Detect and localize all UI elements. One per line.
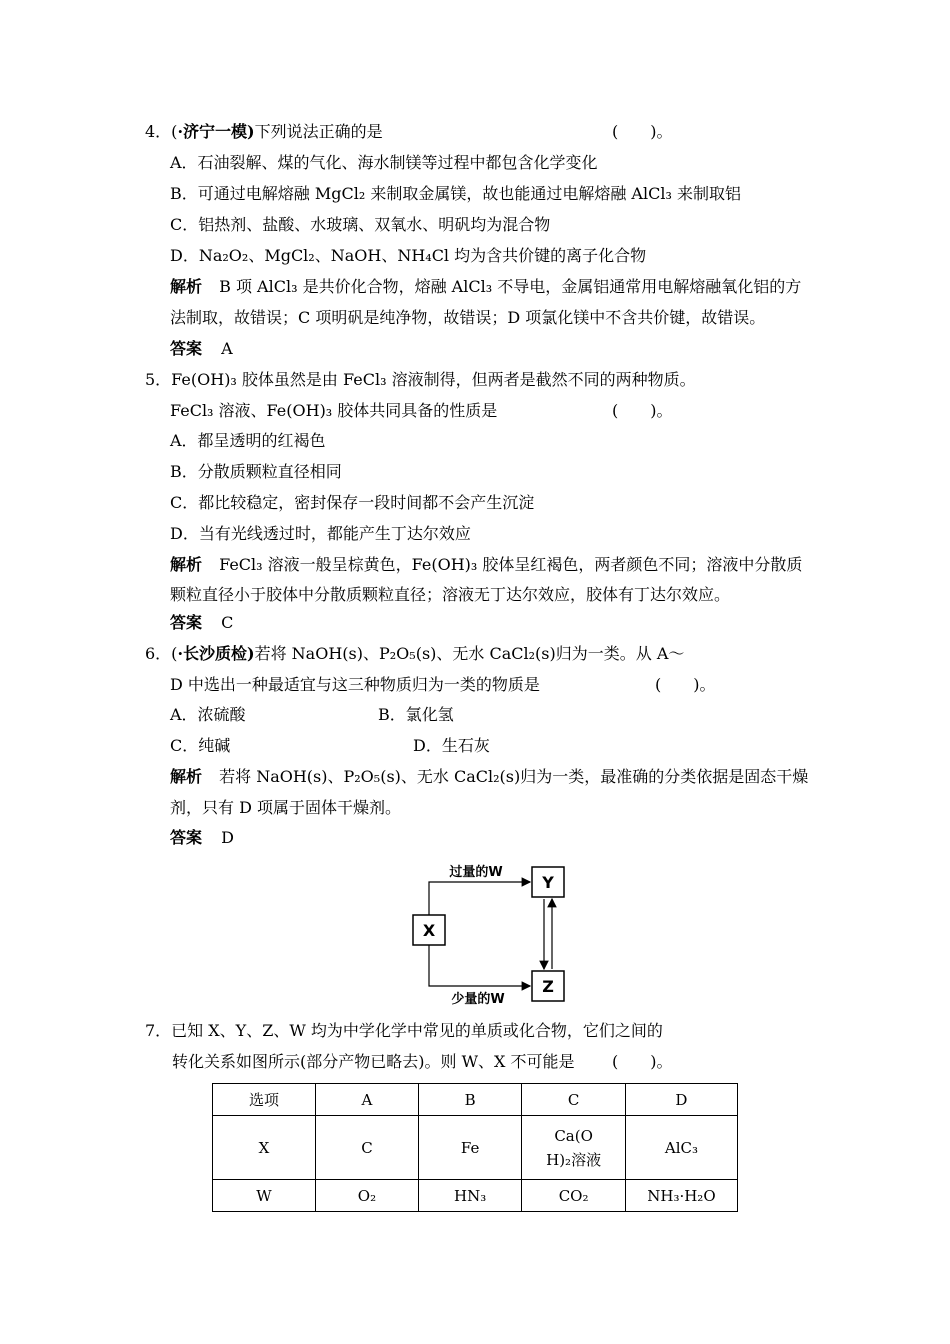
table-cell: CO₂ bbox=[522, 1180, 626, 1212]
q6-option-a: A．浓硫酸 bbox=[170, 705, 246, 724]
q6-analysis-line1: 解析 若将 NaOH(s)、P₂O₅(s)、无水 CaCl₂(s)归为一类，最准确的分类依据是固态干燥 bbox=[170, 767, 809, 786]
q5-stem-line2: FeCl₃ 溶液、Fe(OH)₃ 胶体共同具备的性质是 bbox=[170, 401, 498, 420]
q4-option-b: B．可通过电解熔融 MgCl₂ 来制取金属镁，故也能通过电解熔融 AlCl₃ 来制取铝 bbox=[170, 184, 741, 203]
q6-answer-label: 答案 bbox=[170, 828, 203, 847]
q6-answer: 答案 D bbox=[170, 828, 234, 847]
table-header-cell: D bbox=[625, 1084, 737, 1116]
q5-option-b: B．分散质颗粒直径相同 bbox=[170, 462, 342, 481]
table-cell: C bbox=[315, 1116, 418, 1180]
q4-answer: 答案 A bbox=[170, 339, 233, 358]
q5-option-a: A．都呈透明的红褐色 bbox=[170, 431, 326, 450]
q4-answer-label: 答案 bbox=[170, 339, 203, 358]
label-excess-w: 过量的W bbox=[449, 865, 503, 880]
q4-option-c: C．铝热剂、盐酸、水玻璃、双氧水、明矾均为混合物 bbox=[170, 215, 551, 234]
q7-answer-paren: ( )。 bbox=[612, 1052, 673, 1071]
q6-analysis-label: 解析 bbox=[170, 767, 203, 786]
table-cell: HN₃ bbox=[418, 1180, 521, 1212]
q4-analysis-label: 解析 bbox=[170, 277, 203, 296]
q5-stem-line1: 5．Fe(OH)₃ 胶体虽然是由 FeCl₃ 溶液制得，但两者是截然不同的两种物质。 bbox=[145, 370, 696, 389]
q7-options-table bbox=[212, 1083, 738, 1212]
table-row-w bbox=[213, 1180, 738, 1212]
q5-answer: 答案 C bbox=[170, 613, 234, 632]
table-cell: NH₃·H₂O bbox=[625, 1180, 737, 1212]
table-header-cell: B bbox=[418, 1084, 521, 1116]
q5-analysis-label: 解析 bbox=[170, 555, 203, 574]
q4-analysis-line1: 解析 B 项 AlCl₃ 是共价化合物，熔融 AlCl₃ 不导电，金属铝通常用电解熔融氧化铝的方 bbox=[170, 277, 802, 296]
table-header-cell: A bbox=[315, 1084, 418, 1116]
arrow-x-to-y bbox=[429, 882, 530, 915]
q7-stem-line1: 7．已知 X、Y、Z、W 均为中学化学中常见的单质或化合物，它们之间的 bbox=[145, 1021, 663, 1040]
q6-option-b: B．氯化氢 bbox=[378, 705, 454, 724]
table-cell-line: H)₂溶液 bbox=[546, 1150, 602, 1169]
label-little-w: 少量的W bbox=[451, 992, 505, 1007]
q5-option-d: D．当有光线透过时，都能产生丁达尔效应 bbox=[170, 524, 471, 543]
table-cell: Fe bbox=[418, 1116, 521, 1180]
q5-analysis-line2: 颗粒直径小于胶体中分散质颗粒直径；溶液无丁达尔效应，胶体有丁达尔效应。 bbox=[170, 585, 731, 604]
table-cell bbox=[522, 1116, 626, 1180]
q5-answer-paren: ( )。 bbox=[612, 401, 673, 420]
table-header-row bbox=[213, 1084, 738, 1116]
table-cell: O₂ bbox=[315, 1180, 418, 1212]
q5-option-c: C．都比较稳定，密封保存一段时间都不会产生沉淀 bbox=[170, 493, 535, 512]
q4-analysis-line2: 法制取，故错误；C 项明矾是纯净物，故错误；D 项氯化镁中不含共价键，故错误。 bbox=[170, 308, 766, 327]
table-cell: W bbox=[213, 1180, 316, 1212]
q4-source: ·济宁一模) bbox=[177, 122, 255, 141]
q6-stem-line2: D 中选出一种最适宜与这三种物质归为一类的物质是 bbox=[170, 675, 540, 694]
q5-answer-label: 答案 bbox=[170, 613, 203, 632]
conversion-diagram bbox=[408, 858, 578, 1008]
table-row-x bbox=[213, 1116, 738, 1180]
table-cell-line: Ca(O bbox=[554, 1126, 593, 1145]
table-header-cell: 选项 bbox=[213, 1084, 316, 1116]
q4-option-d: D．Na₂O₂、MgCl₂、NaOH、NH₄Cl 均为含共价键的离子化合物 bbox=[170, 246, 647, 265]
node-z-label: Z bbox=[542, 977, 554, 996]
q6-analysis-line2: 剂，只有 D 项属于固体干燥剂。 bbox=[170, 798, 402, 817]
q6-option-c: C．纯碱 bbox=[170, 736, 231, 755]
q4-stem: 4．(·济宁一模)下列说法正确的是 bbox=[145, 122, 383, 141]
q6-stem: 6．(·长沙质检)若将 NaOH(s)、P₂O₅(s)、无水 CaCl₂(s)归为一类。从 A～ bbox=[145, 644, 685, 663]
table-cell: X bbox=[213, 1116, 316, 1180]
q4-answer-paren: ( )。 bbox=[612, 122, 673, 141]
q5-analysis-line1: 解析 FeCl₃ 溶液一般呈棕黄色，Fe(OH)₃ 胶体呈红褐色，两者颜色不同；溶液中分散质 bbox=[170, 555, 803, 574]
table-cell: AlC₃ bbox=[625, 1116, 737, 1180]
table-header-cell: C bbox=[522, 1084, 626, 1116]
node-x-label: X bbox=[422, 921, 436, 940]
q6-option-d: D．生石灰 bbox=[413, 736, 490, 755]
arrow-x-to-z bbox=[429, 945, 530, 986]
node-y-label: Y bbox=[542, 873, 554, 892]
q6-answer-paren: ( )。 bbox=[655, 675, 716, 694]
q6-source: ·长沙质检) bbox=[177, 644, 255, 663]
q7-stem-line2: 转化关系如图所示(部分产物已略去)。则 W、X 不可能是 bbox=[172, 1052, 575, 1071]
q4-option-a: A．石油裂解、煤的气化、海水制镁等过程中都包含化学变化 bbox=[170, 153, 598, 172]
